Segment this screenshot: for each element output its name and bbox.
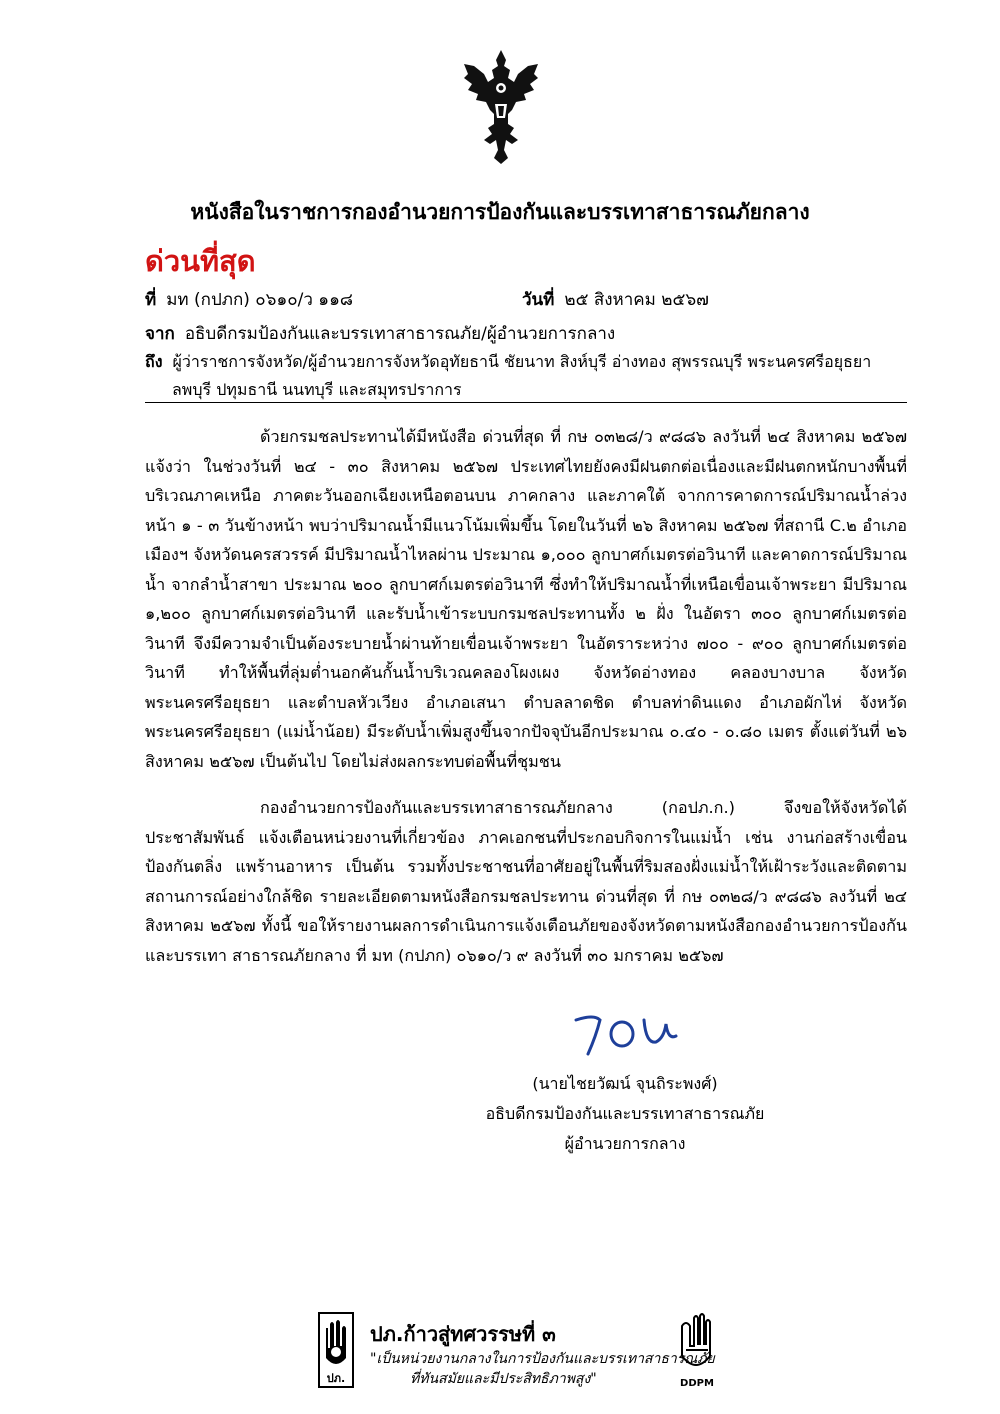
handwritten-signature [566, 1010, 686, 1066]
signatory-position-1: อธิบดีกรมป้องกันและบรรเทาสาธารณภัย [485, 1104, 765, 1123]
body-paragraph-1: ด้วยกรมชลประทานได้มีหนังสือ ด่วนที่สุด ที่ กษ ๐๓๒๘/ว ๙๘๘๖ ลงวันที่ ๒๔ สิงหาคม ๒๕๖๗ แจ้งว่า ในช่วงวันที่ ๒๔ - ๓๐ สิงหาคม ๒๕๖๗ ประเทศไทยยังคงมีฝนตกต่อเนื่องและมีฝนตกหนักบางพื้นที่ บริเวณภาคเหนือ ภาคตะวันออกเฉียงเหนือตอนบน ภาคกลาง และภาคใต้ จากการคาดการณ์ปริมาณน้ำล่วงหน้า ๑ - ๓ วันข้างหน้า พบว่าปริมาณน้ำมีแนวโน้มเพิ่มขึ้น โดยในวันที่ ๒๖ สิงหาคม ๒๕๖๗ ที่สถานี C.๒ อำเภอเมืองฯ จังหวัดนครสวรรค์ มีปริมาณน้ำไหลผ่าน ประมาณ ๑,๐๐๐ ลูกบาศก์เมตรต่อวินาที และคาดการณ์ปริมาณน้ำ จากลำน้ำสาขา ประมาณ ๒๐๐ ลูกบาศก์เมตรต่อวินาที ซึ่งทำให้ปริมาณน้ำที่เหนือเขื่อนเจ้าพระยา มีปริมาณ ๑,๒๐๐ ลูกบาศก์เมตรต่อวินาที และรับน้ำเข้าระบบกรมชลประทานทั้ง ๒ ฝั่ง ในอัตรา ๓๐๐ ลูกบาศก์เมตรต่อวินาที จึงมีความจำเป็นต้องระบายน้ำผ่านท้ายเขื่อนเจ้าพระยา ในอัตราระหว่าง ๗๐๐ - ๙๐๐ ลูกบาศก์เมตรต่อวินาที ทำให้พื้นที่ลุ่มต่ำนอกคันกั้นน้ำบริเวณคลองโผงเผง จังหวัดอ่างทอง คลองบางบาล จังหวัดพระนครศรีอยุธยา และตำบลหัวเวียง อำเภอเสนา ตำบลลาดชิด ตำบลท่าดินแดง อำเภอผักไห่ จังหวัดพระนครศรีอยุธยา (แม่น้ำน้อย) มีระดับน้ำเพิ่มสูงขึ้นจากปัจจุบันอีกประมาณ ๐.๔๐ - ๐.๘๐ เมตร ตั้งแต่วันที่ ๒๖ สิงหาคม ๒๕๖๗ เป็นต้นไป โดยไม่ส่งผลกระทบต่อพื้นที่ชุมชน [145, 427, 907, 771]
reference-line [145, 286, 353, 313]
date-value: ๒๕ สิงหาคม ๒๕๖๗ [564, 290, 709, 310]
garuda-emblem-icon [462, 48, 540, 166]
signatory-name: (นายไชยวัฒน์ จุนถิระพงศ์) [532, 1074, 718, 1093]
footer-motto-line-1: "เป็นหน่วยงานกลางในการป้องกันและบรรเทาสาธารณภัย [370, 1351, 715, 1367]
to-line [145, 350, 871, 375]
to-label: ถึง [145, 352, 163, 371]
signatory-position-2: ผู้อำนวยการกลาง [564, 1134, 686, 1153]
document-title: หนังสือในราชการกองอำนวยการป้องกันและบรรเทาสาธารณภัยกลาง [190, 200, 810, 224]
ddpm-hand-logo-icon [676, 1310, 718, 1390]
reference-label: ที่ [145, 290, 157, 310]
to-value-line2: ลพบุรี ปทุมธานี นนทบุรี และสมุทรปราการ [172, 380, 462, 399]
from-value: อธิบดีกรมป้องกันและบรรเทาสาธารณภัย/ผู้อำนวยการกลาง [184, 324, 616, 344]
to-value-line1: ผู้ว่าราชการจังหวัด/ผู้อำนวยการจังหวัดอุทัยธานี ชัยนาท สิงห์บุรี อ่างทอง สุพรรณบุรี พระนครศรีอยุธยา [172, 352, 872, 371]
from-label: จาก [145, 324, 175, 344]
dpm-shield-logo-icon [318, 1312, 354, 1388]
footer-motto-line-2: ที่ทันสมัยและมีประสิทธิภาพสูง" [410, 1371, 597, 1387]
from-line [145, 320, 615, 347]
header-divider [145, 402, 907, 403]
footer-left-logo-text: ปภ. [326, 1372, 346, 1385]
footer-right-logo-text: DDPM [680, 1378, 714, 1389]
urgency-label: ด่วนที่สุด [145, 244, 256, 278]
footer-slogan: ปภ.ก้าวสู่ทศวรรษที่ ๓ [370, 1322, 556, 1346]
body-paragraph-2: กองอำนวยการป้องกันและบรรเทาสาธารณภัยกลาง (กอปภ.ก.) จึงขอให้จังหวัดได้ประชาสัมพันธ์ แจ้งเตือนหน่วยงานที่เกี่ยวข้อง ภาคเอกชนที่ประกอบกิจการในแม่น้ำ เช่น งานก่อสร้างเขื่อนป้องกันตลิ่ง แพร้านอาหาร เป็นต้น รวมทั้งประชาชนที่อาศัยอยู่ในพื้นที่ริมสองฝั่งแม่น้ำให้เฝ้าระวังและติดตามสถานการณ์อย่างใกล้ชิด รายละเอียดตามหนังสือกรมชลประทาน ด่วนที่สุด ที่ กษ ๐๓๒๘/ว ๙๘๘๖ ลงวันที่ ๒๔ สิงหาคม ๒๕๖๗ ทั้งนี้ ขอให้รายงานผลการดำเนินการแจ้งเตือนภัยของจังหวัดตามหนังสือกองอำนวยการป้องกันและบรรเทา สาธารณภัยกลาง ที่ มท (กปภก) ๐๖๑๐/ว ๙ ลงวันที่ ๓๐ มกราคม ๒๕๖๗ [145, 798, 907, 965]
reference-number: มท (กปภก) ๐๖๑๐/ว ๑๑๘ [166, 290, 353, 310]
date-line [522, 286, 709, 313]
date-label: วันที่ [522, 290, 555, 310]
